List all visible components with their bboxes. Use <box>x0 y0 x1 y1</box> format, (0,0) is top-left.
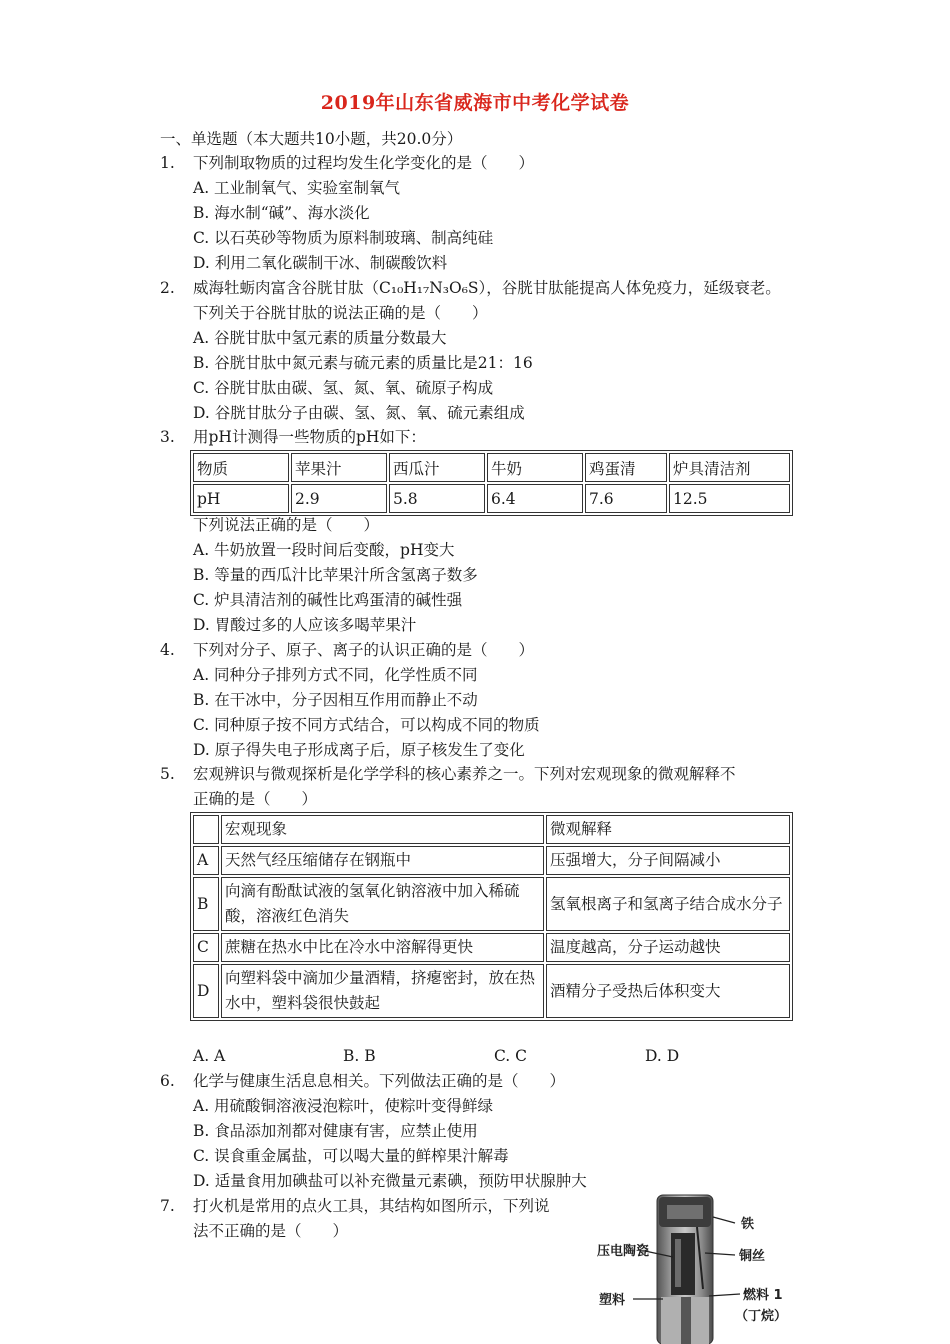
section-heading: 一、单选题（本大题共10小题，共20.0分） <box>160 130 463 148</box>
table-cell: 宏观现象 <box>221 815 544 844</box>
table-cell: 鸡蛋清 <box>585 453 667 482</box>
table-cell: 物质 <box>193 453 289 482</box>
option-d: D. 利用二氧化碳制干冰、制碳酸饮料 <box>193 254 448 272</box>
table-row <box>193 453 790 482</box>
label-copper: 铜丝 <box>739 1249 766 1264</box>
table-cell: 2.9 <box>291 484 387 513</box>
question-stem: 威海牡蛎肉富含谷胱甘肽（C₁₀H₁₇N₃O₆S），谷胱甘肽能提高人体免疫力，延级衰老。 <box>193 279 781 297</box>
question-stem: 打火机是常用的点火工具，其结构如图所示，下列说 <box>193 1197 550 1215</box>
leader-line <box>709 1294 740 1296</box>
ph-table <box>190 450 793 516</box>
table-row <box>193 484 790 513</box>
table-cell: 苹果汁 <box>291 453 387 482</box>
option-a: A. 牛奶放置一段时间后变酸，pH变大 <box>193 541 455 559</box>
table-cell: 炉具清洁剂 <box>669 453 790 482</box>
option-d: D. 原子得失电子形成离子后，原子核发生了变化 <box>193 741 525 759</box>
option-b: B. 海水制“碱”、海水淡化 <box>193 204 370 222</box>
table-cell <box>193 815 219 844</box>
option-d: D. 谷胱甘肽分子由碳、氢、氮、氧、硫元素组成 <box>193 404 525 422</box>
question-stem: 下列制取物质的过程均发生化学变化的是（ ） <box>193 154 535 172</box>
leader-line <box>713 1217 735 1223</box>
option-d: D. D <box>645 1047 680 1065</box>
cell-line: 向塑料袋中滴加少量酒精，挤瘪密封，放在热 <box>225 969 536 987</box>
question-number: 4. <box>160 641 175 659</box>
option-c: C. C <box>494 1047 528 1065</box>
option-a: A. A <box>193 1047 226 1065</box>
option-b: B. B <box>343 1047 376 1065</box>
table-row <box>193 964 790 1018</box>
cell-line: 水中，塑料袋很快鼓起 <box>225 994 381 1012</box>
option-a: A. 用硫酸铜溶液浸泡粽叶，使粽叶变得鲜绿 <box>193 1097 494 1115</box>
table-cell: B <box>193 877 219 931</box>
table-cell: 6.4 <box>487 484 583 513</box>
option-c: C. 炉具清洁剂的碱性比鸡蛋清的碱性强 <box>193 591 463 609</box>
table-cell: 蔗糖在热水中比在冷水中溶解得更快 <box>221 933 544 962</box>
label-iron: 铁 <box>741 1217 755 1232</box>
option-d: D. 适量食用加碘盐可以补充微量元素碘，预防甲状腺肿大 <box>193 1172 587 1190</box>
table-cell: pH <box>193 484 289 513</box>
question-stem-continued: 正确的是（ ） <box>193 790 318 808</box>
table-row <box>193 846 790 875</box>
table-cell: 酒精分子受热后体积变大 <box>546 964 790 1018</box>
question-ask: 下列说法正确的是（ ） <box>193 516 380 534</box>
question-stem: 化学与健康生活息息相关。下列做法正确的是（ ） <box>193 1072 566 1090</box>
question-number: 7. <box>160 1197 175 1215</box>
option-a: A. 同种分子排列方式不同，化学性质不同 <box>193 666 478 684</box>
table-cell: 微观解释 <box>546 815 790 844</box>
option-a: A. 谷胱甘肽中氢元素的质量分数最大 <box>193 329 447 347</box>
lighter-structure-figure <box>585 1193 795 1344</box>
macro-micro-table <box>190 812 793 1021</box>
question-stem: 宏观辨识与微观探析是化学学科的核心素养之一。下列对宏观现象的微观解释不 <box>193 765 736 783</box>
table-cell: 5.8 <box>389 484 485 513</box>
table-cell: 向滴有酚酞试液的氢氧化钠溶液中加入稀硫酸，溶液红色消失 <box>221 877 544 931</box>
option-b: B. 谷胱甘肽中氮元素与硫元素的质量比是21：16 <box>193 354 533 372</box>
table-cell: 12.5 <box>669 484 790 513</box>
table-cell: 压强增大，分子间隔减小 <box>546 846 790 875</box>
label-ceramic: 压电陶瓷 <box>597 1244 650 1259</box>
table-cell: 氢氧根离子和氢离子结合成水分子 <box>546 877 790 931</box>
table-row <box>193 815 790 844</box>
question-stem-continued: 下列关于谷胱甘肽的说法正确的是（ ） <box>193 304 488 322</box>
label-fuel: 燃料 1 <box>743 1288 783 1303</box>
table-cell: 温度越高，分子运动越快 <box>546 933 790 962</box>
table-row <box>193 877 790 931</box>
table-row <box>193 933 790 962</box>
option-b: B. 食品添加剂都对健康有害，应禁止使用 <box>193 1122 478 1140</box>
page-title: 2019年山东省威海市中考化学试卷 <box>320 92 630 114</box>
question-stem-continued: 法不正确的是（ ） <box>193 1222 349 1240</box>
table-cell: 西瓜汁 <box>389 453 485 482</box>
question-stem: 下列对分子、原子、离子的认识正确的是（ ） <box>193 641 535 659</box>
question-number: 1. <box>160 154 175 172</box>
table-cell: C <box>193 933 219 962</box>
question-number: 6. <box>160 1072 175 1090</box>
table-cell: D <box>193 964 219 1018</box>
table-cell: 7.6 <box>585 484 667 513</box>
question-number: 5. <box>160 765 175 783</box>
option-c: C. 误食重金属盐，可以喝大量的鲜榨果汁解毒 <box>193 1147 509 1165</box>
table-cell <box>221 964 544 1018</box>
option-b: B. 在干冰中，分子因相互作用而静止不动 <box>193 691 478 709</box>
option-c: C. 同种原子按不同方式结合，可以构成不同的物质 <box>193 716 540 734</box>
option-c: C. 谷胱甘肽由碳、氢、氮、氧、硫原子构成 <box>193 379 494 397</box>
question-number: 2. <box>160 279 175 297</box>
label-plastic: 塑料 <box>599 1293 626 1308</box>
option-b: B. 等量的西瓜汁比苹果汁所含氢离子数多 <box>193 566 478 584</box>
question-number: 3. <box>160 428 175 446</box>
option-a: A. 工业制氧气、实验室制氧气 <box>193 179 401 197</box>
table-cell: 天然气经压缩储存在钢瓶中 <box>221 846 544 875</box>
option-c: C. 以石英砂等物质为原料制玻璃、制高纯硅 <box>193 229 494 247</box>
question-stem: 用pH计测得一些物质的pH如下： <box>193 428 426 446</box>
table-cell: A <box>193 846 219 875</box>
option-d: D. 胃酸过多的人应该多喝苹果汁 <box>193 616 417 634</box>
table-cell: 牛奶 <box>487 453 583 482</box>
label-butane: （丁烷） <box>735 1309 788 1324</box>
